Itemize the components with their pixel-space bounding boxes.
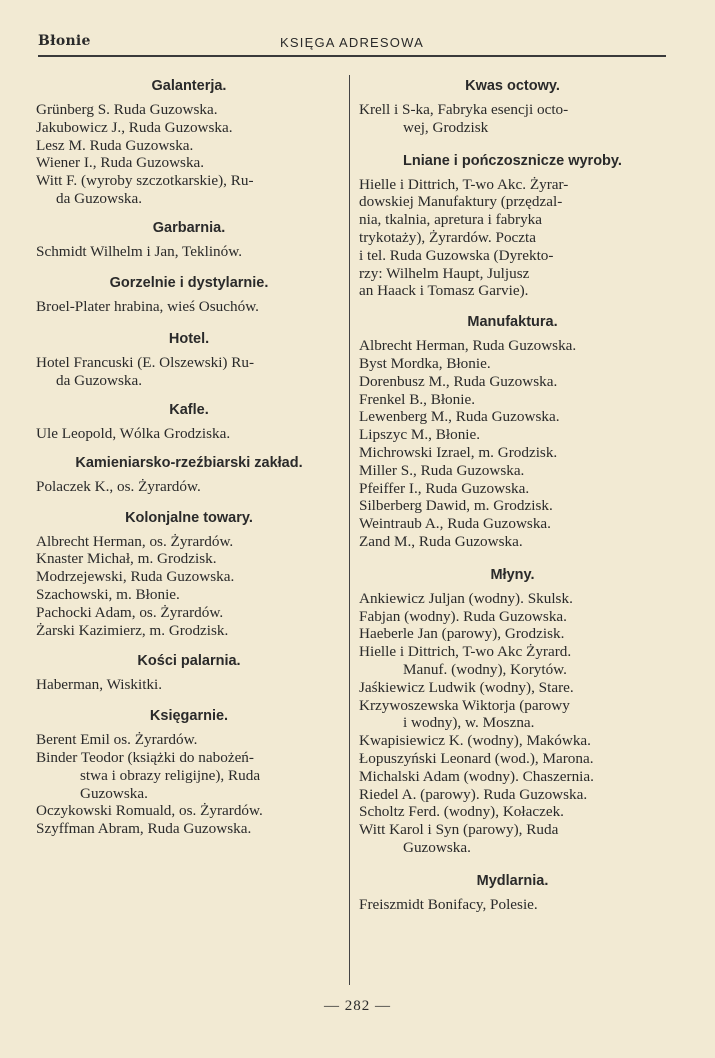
section-heading: Kafle.	[169, 401, 209, 418]
entry-line: Manuf. (wodny), Korytów.	[403, 660, 567, 678]
column-divider	[349, 75, 350, 985]
entry-line: stwa i obrazy religijne), Ruda	[80, 766, 261, 784]
running-head	[38, 33, 666, 53]
entry-line: Frenkel B., Błonie.	[359, 390, 476, 408]
section-heading: Księgarnie.	[149, 708, 229, 725]
entry-line: Hielle i Dittrich, T-wo Akc. Żyrar-	[359, 175, 569, 193]
section	[359, 76, 666, 137]
entry-line: Szachowski, m. Błonie.	[36, 585, 180, 603]
entry-list	[36, 478, 342, 496]
entry-line: i wodny), w. Moszna.	[403, 714, 535, 732]
entry-line: Żarski Kazimierz, m. Grodzisk.	[36, 621, 229, 639]
entry-line: rzy: Wilhelm Haupt, Juljusz	[359, 264, 530, 282]
entry-line: Fabjan (wodny). Ruda Guzowska.	[359, 607, 567, 625]
entry-line: Wiener I., Ruda Guzowska.	[36, 154, 205, 172]
entry-list	[36, 354, 342, 390]
section-heading: Młyny.	[490, 566, 535, 583]
entry-line: Albrecht Herman, Ruda Guzowska.	[359, 337, 577, 355]
entry-line: Guzowska.	[80, 784, 148, 802]
entry-list	[36, 533, 342, 640]
section	[36, 218, 342, 261]
entry-line: Witt F. (wyroby szczotkarskie), Ru-	[36, 172, 254, 190]
entry-list	[36, 298, 342, 316]
entry-line: Jaśkiewicz Ludwik (wodny), Stare.	[359, 678, 574, 696]
running-head-title: KSIĘGA ADRESOWA	[280, 35, 424, 50]
entry-line: Michrowski Izrael, m. Grodzisk.	[359, 443, 558, 461]
section	[359, 312, 666, 551]
entry-line: nia, tkalnia, apretura i fabryka	[359, 211, 543, 229]
entry-line: i tel. Ruda Guzowska (Dyrekto-	[359, 246, 554, 264]
entry-list	[359, 590, 666, 857]
entry-line: Haeberle Jan (parowy), Grodzisk.	[359, 625, 565, 643]
entry-line: Freiszmidt Bonifacy, Polesie.	[359, 895, 538, 913]
section	[359, 151, 666, 301]
left-column	[36, 70, 342, 838]
entry-line: Albrecht Herman, os. Żyrardów.	[36, 532, 234, 550]
entry-line: Szyffman Abram, Ruda Guzowska.	[36, 820, 252, 838]
section-heading: Galanterja.	[151, 78, 227, 94]
entry-line: Schmidt Wilhelm i Jan, Teklinów.	[36, 242, 243, 260]
entry-line: Pachocki Adam, os. Żyrardów.	[36, 603, 224, 621]
entry-line: Grünberg S. Ruda Guzowska.	[36, 101, 218, 118]
entry-line: Guzowska.	[403, 838, 471, 856]
entry-line: dowskiej Manufaktury (przędzal-	[359, 193, 563, 211]
entry-line: Jakubowicz J., Ruda Guzowska.	[36, 118, 233, 136]
entry-line: da Guzowska.	[56, 189, 143, 207]
section-heading: Hotel.	[168, 331, 210, 348]
entry-line: an Haack i Tomasz Garvie).	[359, 282, 529, 300]
entry-list	[359, 896, 666, 914]
entry-line: Hotel Francuski (E. Olszewski) Ru-	[36, 354, 255, 372]
entry-line: Riedel A. (parowy). Ruda Guzowska.	[359, 785, 588, 803]
entry-line: Scholtz Ferd. (wodny), Kołaczek.	[359, 803, 564, 821]
entry-line: da Guzowska.	[56, 372, 143, 390]
section	[36, 329, 342, 390]
section	[359, 871, 666, 914]
section-heading: Garbarnia.	[152, 219, 226, 236]
entry-line: Binder Teodor (książki do nabożeń-	[36, 748, 254, 766]
section	[36, 706, 342, 838]
entry-line: Krzywoszewska Wiktorja (parowy	[359, 696, 570, 714]
entry-line: Michalski Adam (wodny). Chaszernia.	[359, 767, 594, 785]
section-heading: Kwas octowy.	[465, 78, 560, 94]
entry-line: Lesz M. Ruda Guzowska.	[36, 136, 194, 154]
entry-line: wej, Grodzisk	[403, 118, 489, 136]
entry-line: Miller S., Ruda Guzowska.	[359, 461, 525, 479]
entry-list	[359, 176, 666, 301]
entry-line: Lipszyc M., Błonie.	[359, 426, 481, 444]
entry-line: Weintraub A., Ruda Guzowska.	[359, 515, 551, 533]
section	[36, 453, 342, 496]
entry-line: Haberman, Wiskitki.	[36, 676, 163, 694]
section-heading: Kamieniarsko-rzeźbiarski zakład.	[75, 454, 303, 471]
section-heading: Lniane i pończosznicze wyroby.	[403, 152, 622, 169]
entry-line: Silberberg Dawid, m. Grodzisk.	[359, 497, 553, 515]
entry-list	[36, 101, 342, 208]
entry-line: Berent Emil os. Żyrardów.	[36, 731, 198, 749]
section	[36, 76, 342, 208]
entry-list	[36, 243, 342, 261]
section	[36, 273, 342, 316]
entry-line: Łopuszyński Leonard (wod.), Marona.	[359, 749, 594, 767]
entry-line: Kwapisiewicz K. (wodny), Makówka.	[359, 732, 591, 750]
entry-list	[359, 101, 666, 137]
header-rule	[38, 55, 666, 57]
entry-line: Zand M., Ruda Guzowska.	[359, 532, 523, 550]
section	[36, 400, 342, 443]
entry-line: Byst Mordka, Błonie.	[359, 354, 491, 372]
running-head-location: Błonie	[38, 33, 91, 49]
entry-line: Witt Karol i Syn (parowy), Ruda	[359, 821, 559, 839]
entry-list	[36, 676, 342, 694]
section-heading: Kolonjalne towary.	[125, 509, 253, 526]
section-heading: Kości palarnia.	[137, 653, 241, 670]
entry-line: Hielle i Dittrich, T-wo Akc Żyrard.	[359, 643, 572, 661]
section-heading: Manufaktura.	[467, 314, 558, 331]
section	[36, 508, 342, 640]
entry-line: Modrzejewski, Ruda Guzowska.	[36, 568, 235, 586]
right-column	[359, 70, 666, 913]
section	[36, 651, 342, 694]
entry-line: Ule Leopold, Wólka Grodziska.	[36, 424, 231, 442]
section	[359, 565, 666, 857]
entry-list	[36, 425, 342, 443]
page-number: — 282 —	[324, 998, 391, 1014]
entry-line: Pfeiffer I., Ruda Guzowska.	[359, 479, 530, 497]
entry-line: Knaster Michał, m. Grodzisk.	[36, 550, 217, 568]
entry-line: Lewenberg M., Ruda Guzowska.	[359, 408, 560, 426]
entry-line: Krell i S-ka, Fabryka esencji octo-	[359, 101, 569, 118]
section-heading: Gorzelnie i dystylarnie.	[109, 274, 269, 291]
entry-line: Dorenbusz M., Ruda Guzowska.	[359, 372, 558, 390]
entry-list	[359, 337, 666, 551]
entry-line: trykotaży), Żyrardów. Poczta	[359, 228, 536, 246]
entry-line: Ankiewicz Juljan (wodny). Skulsk.	[359, 589, 573, 607]
section-heading: Mydlarnia.	[476, 872, 549, 889]
entry-line: Polaczek K., os. Żyrardów.	[36, 477, 201, 495]
entry-line: Broel-Plater hrabina, wieś Osuchów.	[36, 297, 259, 315]
entry-line: Oczykowski Romuald, os. Żyrardów.	[36, 802, 263, 820]
entry-list	[36, 731, 342, 838]
